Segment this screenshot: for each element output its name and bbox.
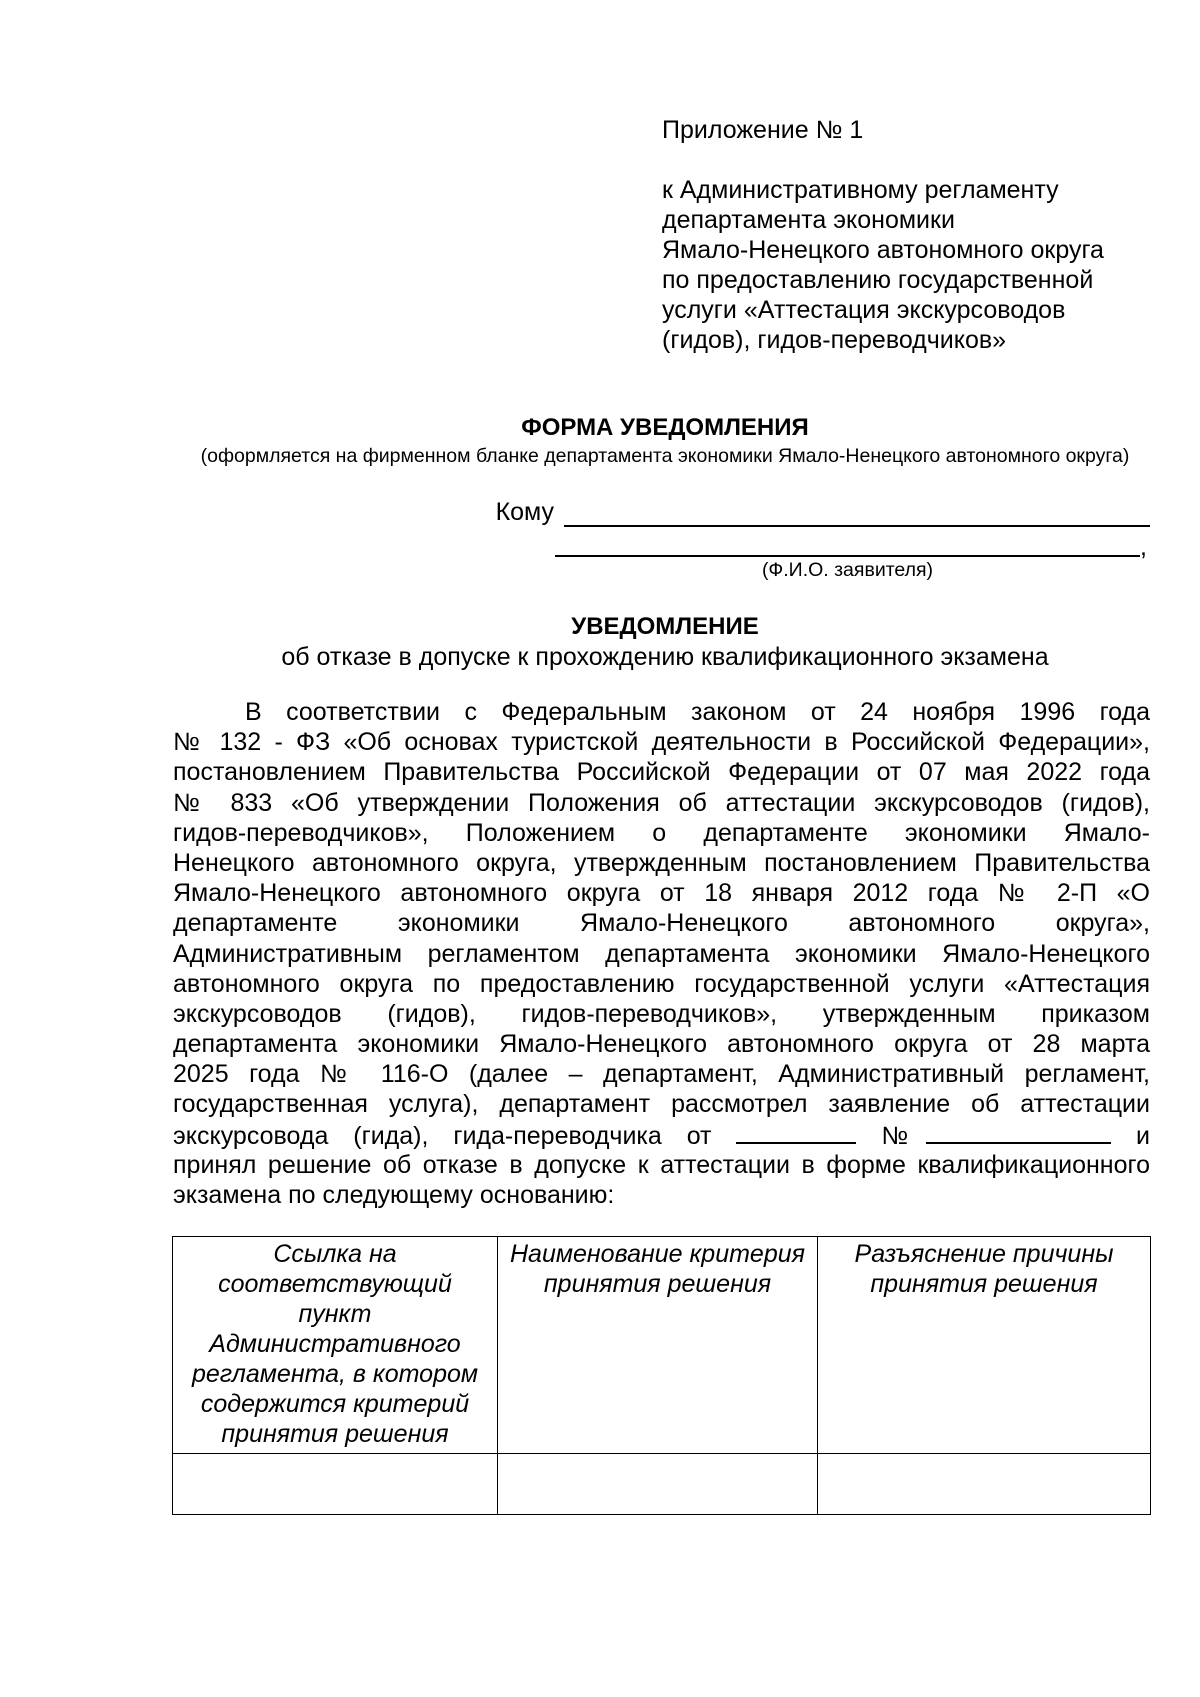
appendix-title: Приложение № 1	[662, 116, 864, 144]
notice-title: УВЕДОМЛЕНИЕ	[571, 613, 759, 640]
body-line: экзамена по следующему основанию:	[173, 1181, 615, 1209]
body-line: департаменте экономики Ямало-Ненецкого автономного округа»,	[173, 909, 1150, 938]
application-date-blank	[736, 1120, 856, 1144]
body-paragraph	[173, 697, 1150, 1210]
recipient-label: Кому	[495, 498, 554, 526]
body-line: В соответствии с Федеральным законом от 24 ноября 1996 года	[245, 698, 1150, 726]
appendix-line: (гидов), гидов-переводчиков»	[662, 326, 1007, 354]
table-row	[173, 1454, 1151, 1515]
form-subtitle: (оформляется на фирменном бланке департамента экономики Ямало-Ненецкого автономного округа)	[200, 445, 1130, 467]
form-title: ФОРМА УВЕДОМЛЕНИЯ	[521, 414, 809, 441]
notice-subtitle: об отказе в допуске к прохождению квалификационного экзамена	[281, 643, 1049, 671]
recipient-name-line	[564, 525, 1150, 527]
body-line: Административным регламентом департамента экономики Ямало-Ненецкого	[173, 939, 1150, 968]
body-line: Ненецкого автономного округа, утвержденным постановлением Правительства	[173, 848, 1150, 877]
table-header-cell: Наименование критерия принятия решения	[498, 1237, 818, 1454]
body-line: департамента экономики Ямало-Ненецкого автономного округа от 28 марта	[173, 1030, 1150, 1059]
body-line: 2025 года № 116-О (далее – департамент, Административный регламент,	[173, 1060, 1150, 1089]
application-number-blank	[926, 1120, 1111, 1144]
body-line: государственная услуга), департамент рассмотрел заявление об аттестации	[173, 1090, 1150, 1119]
table-cell	[498, 1454, 818, 1515]
body-line: принял решение об отказе в допуске к аттестации в форме квалификационного	[173, 1150, 1150, 1179]
table-cell	[173, 1454, 498, 1515]
table-header-row	[173, 1237, 1151, 1454]
body-line: № 132 - ФЗ «Об основах туристской деятельности в Российской Федерации»,	[173, 728, 1150, 757]
table-cell	[818, 1454, 1151, 1515]
table-header-cell: Ссылка на соответствующий пункт Административного регламента, в котором содержится критерий принятия решения	[173, 1237, 498, 1454]
recipient-name-line-2	[555, 555, 1140, 557]
body-line: Ямало-Ненецкого автономного округа от 18 января 2012 года № 2-П «О	[173, 879, 1150, 908]
body-line: постановлением Правительства Российской Федерации от 07 мая 2022 года	[173, 758, 1150, 787]
blank-line-after-text: и	[1136, 1121, 1150, 1150]
body-line: гидов-переводчиков», Положением о департаменте экономики Ямало-	[173, 818, 1150, 847]
appendix-line: к Административному регламенту	[662, 176, 1059, 204]
recipient-comma: ,	[1140, 533, 1147, 561]
appendix-line: по предоставлению государственной	[662, 266, 1094, 294]
body-line: № 833 «Об утверждении Положения об аттестации экскурсоводов (гидов),	[173, 788, 1150, 817]
appendix-line: Ямало-Ненецкого автономного округа	[662, 236, 1104, 264]
body-line: экскурсоводов (гидов), гидов-переводчиков», утвержденным приказом	[173, 999, 1150, 1028]
blank-line-before-text: экскурсовода (гида), гида-переводчика от	[173, 1121, 712, 1150]
number-sign: №	[881, 1121, 927, 1150]
appendix-line: услуги «Аттестация экскурсоводов	[662, 296, 1066, 324]
body-line: автономного округа по предоставлению государственной услуги «Аттестация	[173, 969, 1150, 998]
table-header-cell: Разъяснение причины принятия решения	[818, 1237, 1151, 1454]
appendix-block	[662, 115, 1162, 355]
body-line-with-blanks	[173, 1120, 1150, 1150]
appendix-line: департамента экономики	[662, 206, 955, 234]
criteria-table	[172, 1236, 1151, 1515]
recipient-caption: (Ф.И.О. заявителя)	[761, 559, 934, 581]
